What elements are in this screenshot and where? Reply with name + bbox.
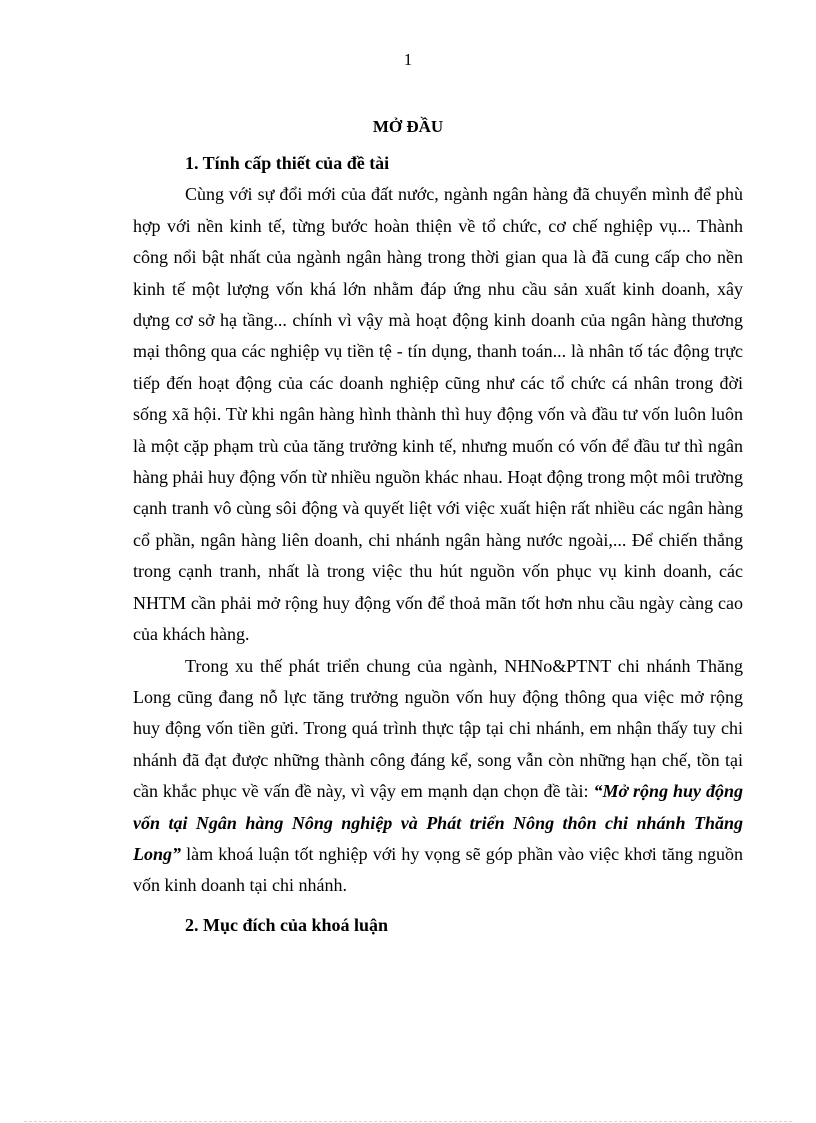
document-title: MỞ ĐẦU [372, 117, 444, 136]
thesis-title-emphasis: “Mở rộng huy động vốn tại Ngân hàng Nông nghiệp và Phát triển Nông thôn chi nhánh Thăng Long” [133, 781, 743, 864]
page-bottom-divider [24, 1121, 792, 1122]
page-number: 1 [403, 50, 413, 69]
section-heading-2: 2. Mục đích của khoá luận [185, 914, 389, 935]
paragraph-1: Cùng với sự đổi mới của đất nước, ngành ngân hàng đã chuyển mình để phù hợp với nền kinh tế, từng bước hoàn thiện về tổ chức, cơ chế nghiệp vụ... Thành công nổi bật nhất của ngành ngân hàng trong thời gian qua là đã cung cấp cho nền kinh tế một lượng vốn khá lớn nhằm đáp ứng nhu cầu sản xuất kinh doanh, xây dựng cơ sở hạ tầng... chính vì vậy mà hoạt động kinh doanh của ngân hàng thương mại thông qua các nghiệp vụ tiền tệ - tín dụng, thanh toán... là nhân tố tác động trực tiếp đến hoạt động của các doanh nghiệp cũng như các tổ chức cá nhân trong đời sống xã hội. Từ khi ngân hàng hình thành thì huy động vốn và đầu tư vốn luôn luôn là một cặp phạm trù của tăng trưởng kinh tế, nhưng muốn có vốn để đầu tư thì ngân hàng phải huy động vốn từ nhiều nguồn khác nhau. Hoạt động trong một môi trường cạnh tranh vô cùng sôi động và quyết liệt với việc xuất hiện rất nhiều các ngân hàng cổ phần, ngân hàng liên doanh, chi nhánh ngân hàng nước ngoài,... Để chiến thắng trong cạnh tranh, nhất là trong việc thu hút nguồn vốn phục vụ kinh doanh, các NHTM cần phải mở rộng huy động vốn để thoả mãn tốt hơn nhu cầu ngày càng cao của khách hàng. [133, 184, 743, 645]
paragraph-2-text-start: Trong xu thế phát triển chung của ngành, NHNo&PTNT chi nhánh Thăng Long cũng đang nỗ lực tăng trưởng nguồn vốn huy động thông qua việc mở rộng huy động vốn tiền gửi. Trong quá trình thực tập tại chi nhánh, em nhận thấy tuy chi nhánh đã đạt được những thành công đáng kể, song vẫn còn những hạn chế, tồn tại cần khắc phục về vấn đề này, vì vậy em mạnh dạn chọn đề tài: [133, 655, 743, 802]
paragraph-2 [133, 651, 743, 902]
section-heading-1: 1. Tính cấp thiết của đề tài [185, 153, 390, 173]
paragraph-2-text-end: làm khoá luận tốt nghiệp với hy vọng sẽ góp phần vào việc khơi tăng nguồn vốn kinh doanh tại chi nhánh. [133, 843, 743, 896]
document-body [133, 148, 743, 941]
